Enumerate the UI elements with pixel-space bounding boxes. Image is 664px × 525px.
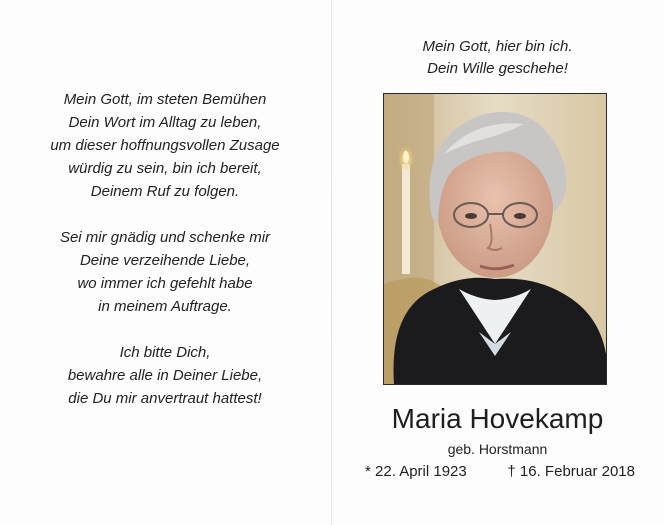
poem-line: Deine verzeihende Liebe,: [79, 252, 251, 269]
poem-line: Deinem Ruf zu folgen.: [90, 183, 240, 200]
maiden-name: geb. Horstmann: [447, 441, 548, 457]
poem-line: bewahre alle in Deiner Liebe,: [67, 367, 263, 384]
poem-line: in meinem Auftrage.: [98, 298, 232, 315]
poem-line: Dein Wort im Alltag zu leben,: [68, 114, 262, 131]
poem-stanza-1: [0, 88, 330, 203]
poem-line: die Du mir anvertraut hattest!: [68, 390, 262, 407]
verse-line: Mein Gott, hier bin ich.: [422, 38, 573, 55]
poem-line: Mein Gott, im steten Bemühen: [63, 91, 267, 108]
birth-date: * 22. April 1923: [365, 463, 467, 480]
poem-stanza-3: [0, 341, 330, 410]
poem-line: Sei mir gnädig und schenke mir: [59, 229, 271, 246]
verse-line: Dein Wille geschehe!: [427, 60, 568, 77]
poem-line: würdig zu sein, bin ich bereit,: [68, 160, 262, 177]
poem-line: wo immer ich gefehlt habe: [77, 275, 253, 292]
poem-line: Ich bitte Dich,: [119, 344, 211, 361]
death-date: † 16. Februar 2018: [507, 463, 635, 480]
portrait-photo: [383, 93, 607, 385]
top-verse: [331, 36, 664, 80]
deceased-name: Maria Hovekamp: [391, 403, 604, 434]
left-poem: [0, 88, 330, 433]
poem-stanza-2: [0, 226, 330, 318]
poem-line: um dieser hoffnungsvollen Zusage: [50, 137, 280, 154]
